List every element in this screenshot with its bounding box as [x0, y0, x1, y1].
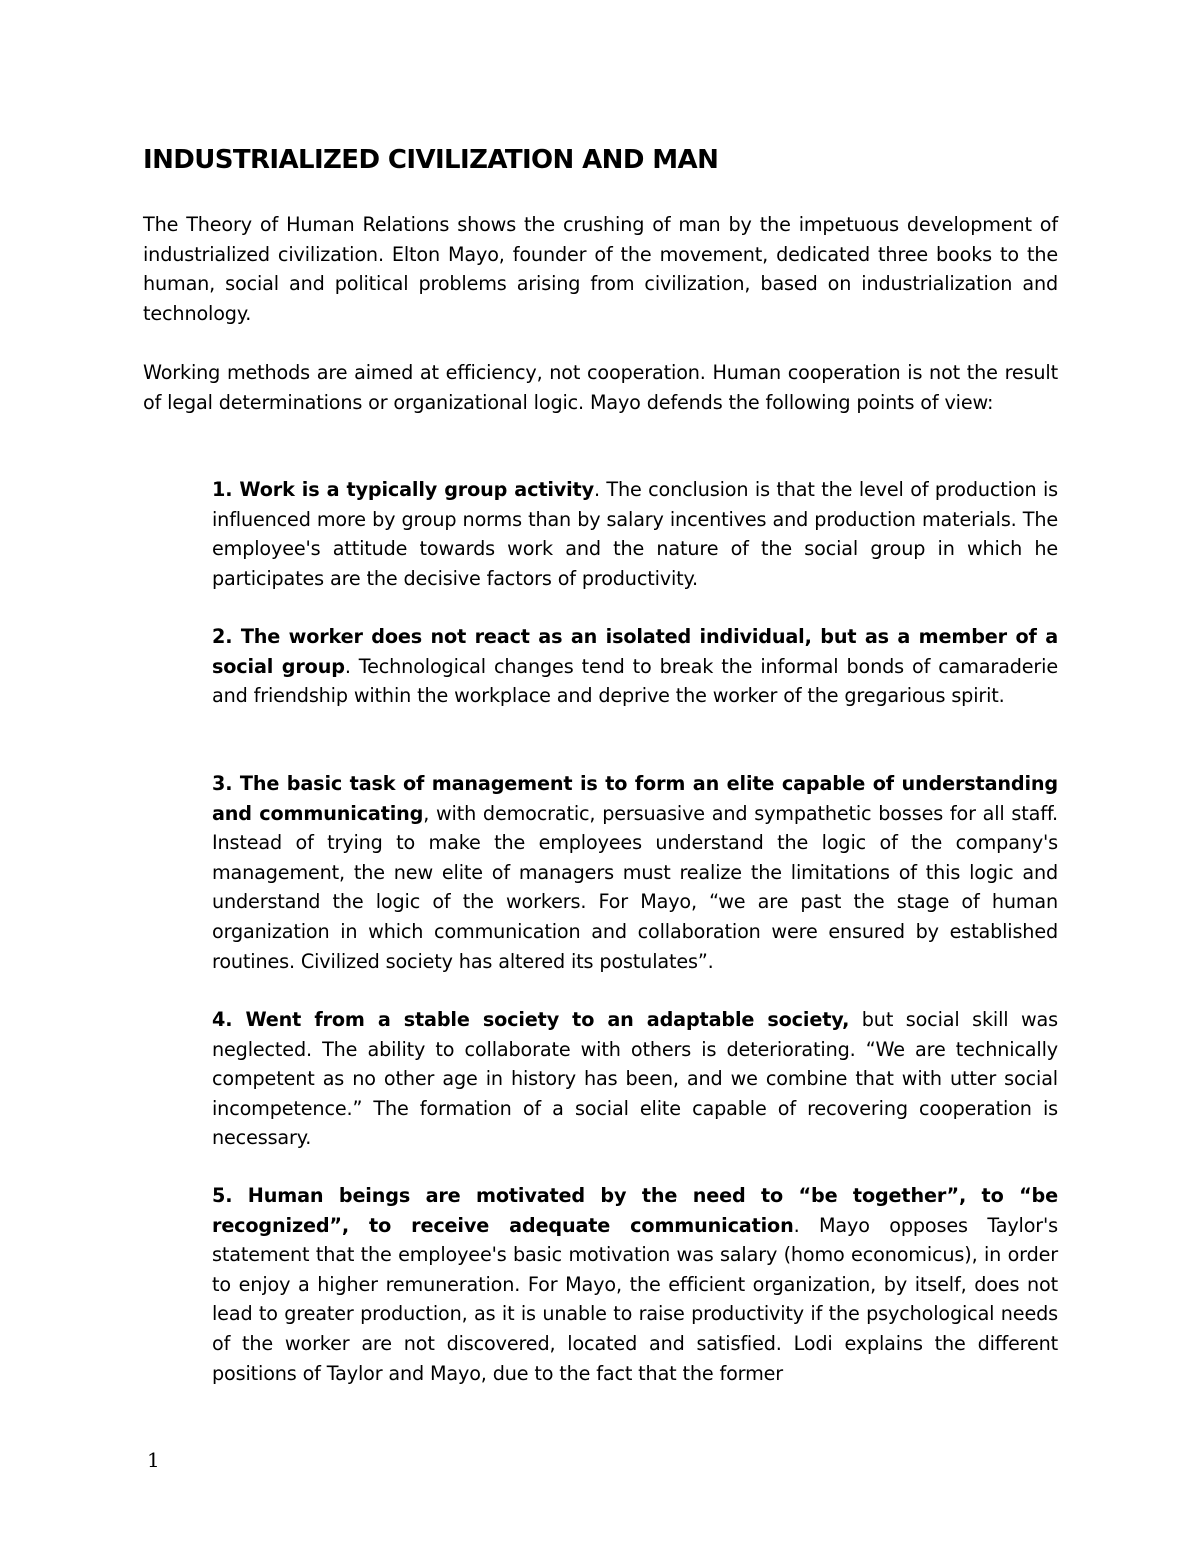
point-2	[212, 622, 1058, 711]
point-2-heading: 2. The worker does not react as an isolated individual, but as a member of a social group	[212, 625, 1058, 678]
point-3	[212, 769, 1058, 976]
document-title: INDUSTRIALIZED CIVILIZATION AND MAN	[143, 145, 719, 175]
point-1	[212, 475, 1058, 593]
point-1-text: . The conclusion is that the level of production is influenced more by group norms than by salary incentives and production materials. The employee's attitude towards work and the nature of the social group in which he participates are the decisive factors of productivity.	[212, 478, 1058, 590]
point-4-text: but social skill was neglected. The ability to collaborate with others is deteriorating. “We are technically competent as no other age in history has been, and we combine that with utter social incompetence.” The formation of a social elite capable of recovering cooperation is necessary.	[212, 1008, 1058, 1150]
point-1-heading: 1. Work is a typically group activity	[212, 478, 594, 501]
paragraph-working-methods: Working methods are aimed at efficiency, not cooperation. Human cooperation is not the result of legal determinations or organizational logic. Mayo defends the following points of view:	[143, 361, 1058, 414]
point-5-text: . Mayo opposes Taylor's statement that the employee's basic motivation was salary (homo economicus), in order to enjoy a higher remuneration. For Mayo, the efficient organization, by itself, does not lead to greater production, as it is unable to raise productivity if the psychological needs of the worker are not discovered, located and satisfied. Lodi explains the different positions of Taylor and Mayo, due to the fact that the former	[212, 1213, 1059, 1385]
point-3-text: , with democratic, persuasive and sympathetic bosses for all staff. Instead of trying to make the employees understand the logic of the company's management, the new elite of managers must realize the limitations of this logic and understand the logic of the workers. For Mayo, “we are past the stage of human organization in which communication and collaboration were ensured by established routines. Civilized society has altered its postulates”.	[212, 801, 1058, 973]
page-number: 1	[147, 1448, 160, 1472]
point-2-text: . Technological changes tend to break the informal bonds of camaraderie and friendship within the workplace and deprive the worker of the gregarious spirit.	[212, 654, 1058, 708]
paragraph-intro: The Theory of Human Relations shows the crushing of man by the impetuous development of industrialized civilization. Elton Mayo, founder of the movement, dedicated three books to the human, social and political problems arising from civilization, based on industrialization and technology.	[143, 213, 1058, 325]
point-4	[212, 1005, 1058, 1153]
point-5-heading: 5. Human beings are motivated by the need to “be together”, to “be recognized”, to receive adequate communication	[212, 1184, 1058, 1237]
point-5	[212, 1181, 1058, 1388]
point-4-heading: 4. Went from a stable society to an adaptable society,	[212, 1008, 850, 1031]
point-3-heading: 3. The basic task of management is to form an elite capable of understanding and communicating	[212, 772, 1058, 825]
